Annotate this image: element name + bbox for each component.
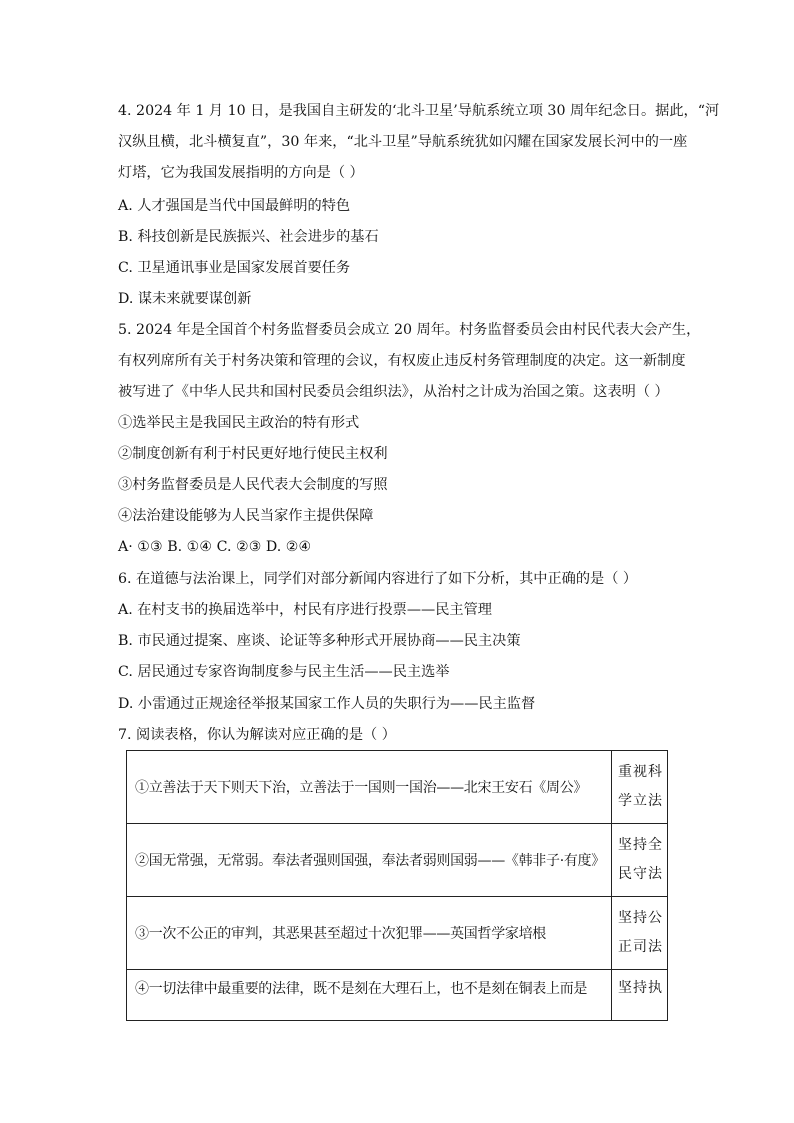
q7-answer-3: 坚持公正司法 — [611, 897, 667, 970]
q7-quote-2: ②国无常强，无常弱。奉法者强则国强，奉法者弱则国弱——《韩非子·有度》 — [127, 824, 612, 897]
q6-option-c: C. 居民通过专家咨询制度参与民主生活——民主选举 — [118, 664, 450, 680]
q4-option-b: B. 科技创新是民族振兴、社会进步的基石 — [118, 229, 379, 245]
table-row — [127, 970, 668, 1021]
q7-stem: 7. 阅读表格，你认为解读对应正确的是（ ） — [118, 727, 396, 743]
q6-option-a: A. 在村支书的换届选举中，村民有序进行投票——民主管理 — [118, 602, 492, 618]
q5-statement-4: ④法治建设能够为人民当家作主提供保障 — [118, 508, 374, 524]
q4-stem-line-3: 灯塔，它为我国发展指明的方向是（ ） — [118, 165, 364, 181]
q6-option-d: D. 小雷通过正规途径举报某国家工作人员的失职行为——民主监督 — [118, 696, 536, 712]
q7-answer-4: 坚持执 — [611, 970, 667, 1021]
q5-stem-line-2: 有权列席所有关于村务决策和管理的会议，有权废止违反村务管理制度的决定。这一新制度 — [118, 353, 686, 369]
q5-choices: A· ①③ B. ①④ C. ②③ D. ②④ — [118, 539, 312, 555]
q7-quote-3: ③一次不公正的审判，其恶果甚至超过十次犯罪——英国哲学家培根 — [127, 897, 612, 970]
table-row — [127, 751, 668, 824]
q7-answer-1: 重视科学立法 — [611, 751, 667, 824]
q5-statement-3: ③村务监督委员是人民代表大会制度的写照 — [118, 477, 388, 493]
q4-option-a: A. 人才强国是当代中国最鲜明的特色 — [118, 198, 351, 214]
table-row — [127, 897, 668, 970]
q6-option-b: B. 市民通过提案、座谈、论证等多种形式开展协商——民主决策 — [118, 633, 521, 649]
q7-quote-4: ④一切法律中最重要的法律，既不是刻在大理石上，也不是刻在铜表上而是 — [127, 970, 612, 1021]
q4-option-c: C. 卫星通讯事业是国家发展首要任务 — [118, 260, 351, 276]
table-row — [127, 824, 668, 897]
q4-stem-line-1: 4. 2024 年 1 月 10 日，是我国自主研发的‘北斗卫星’导航系统立项 30 周年纪念日。据此，“河 — [118, 103, 720, 119]
q5-statement-1: ①选举民主是我国民主政治的特有形式 — [118, 415, 360, 431]
q7-answer-2: 坚持全民守法 — [611, 824, 667, 897]
q5-stem-line-1: 5. 2024 年是全国首个村务监督委员会成立 20 周年。村务监督委员会由村民代表大会产生， — [118, 322, 701, 338]
q4-stem-line-2: 汉纵且横，北斗横复直”，30 年来，“北斗卫星”导航系统犹如闪耀在国家发展长河中的一座 — [118, 134, 688, 150]
q7-table — [126, 750, 668, 1021]
q7-quote-1: ①立善法于天下则天下治，立善法于一国则一国治——北宋王安石《周公》 — [127, 751, 612, 824]
q6-stem: 6. 在道德与法治课上，同学们对部分新闻内容进行了如下分析，其中正确的是（ ） — [118, 571, 638, 587]
q5-statement-2: ②制度创新有利于村民更好地行使民主权利 — [118, 446, 388, 462]
q5-stem-line-3: 被写进了《中华人民共和国村民委员会组织法》，从治村之计成为治国之策。这表明（ ） — [118, 384, 669, 400]
q4-option-d: D. 谋未来就要谋创新 — [118, 291, 252, 307]
